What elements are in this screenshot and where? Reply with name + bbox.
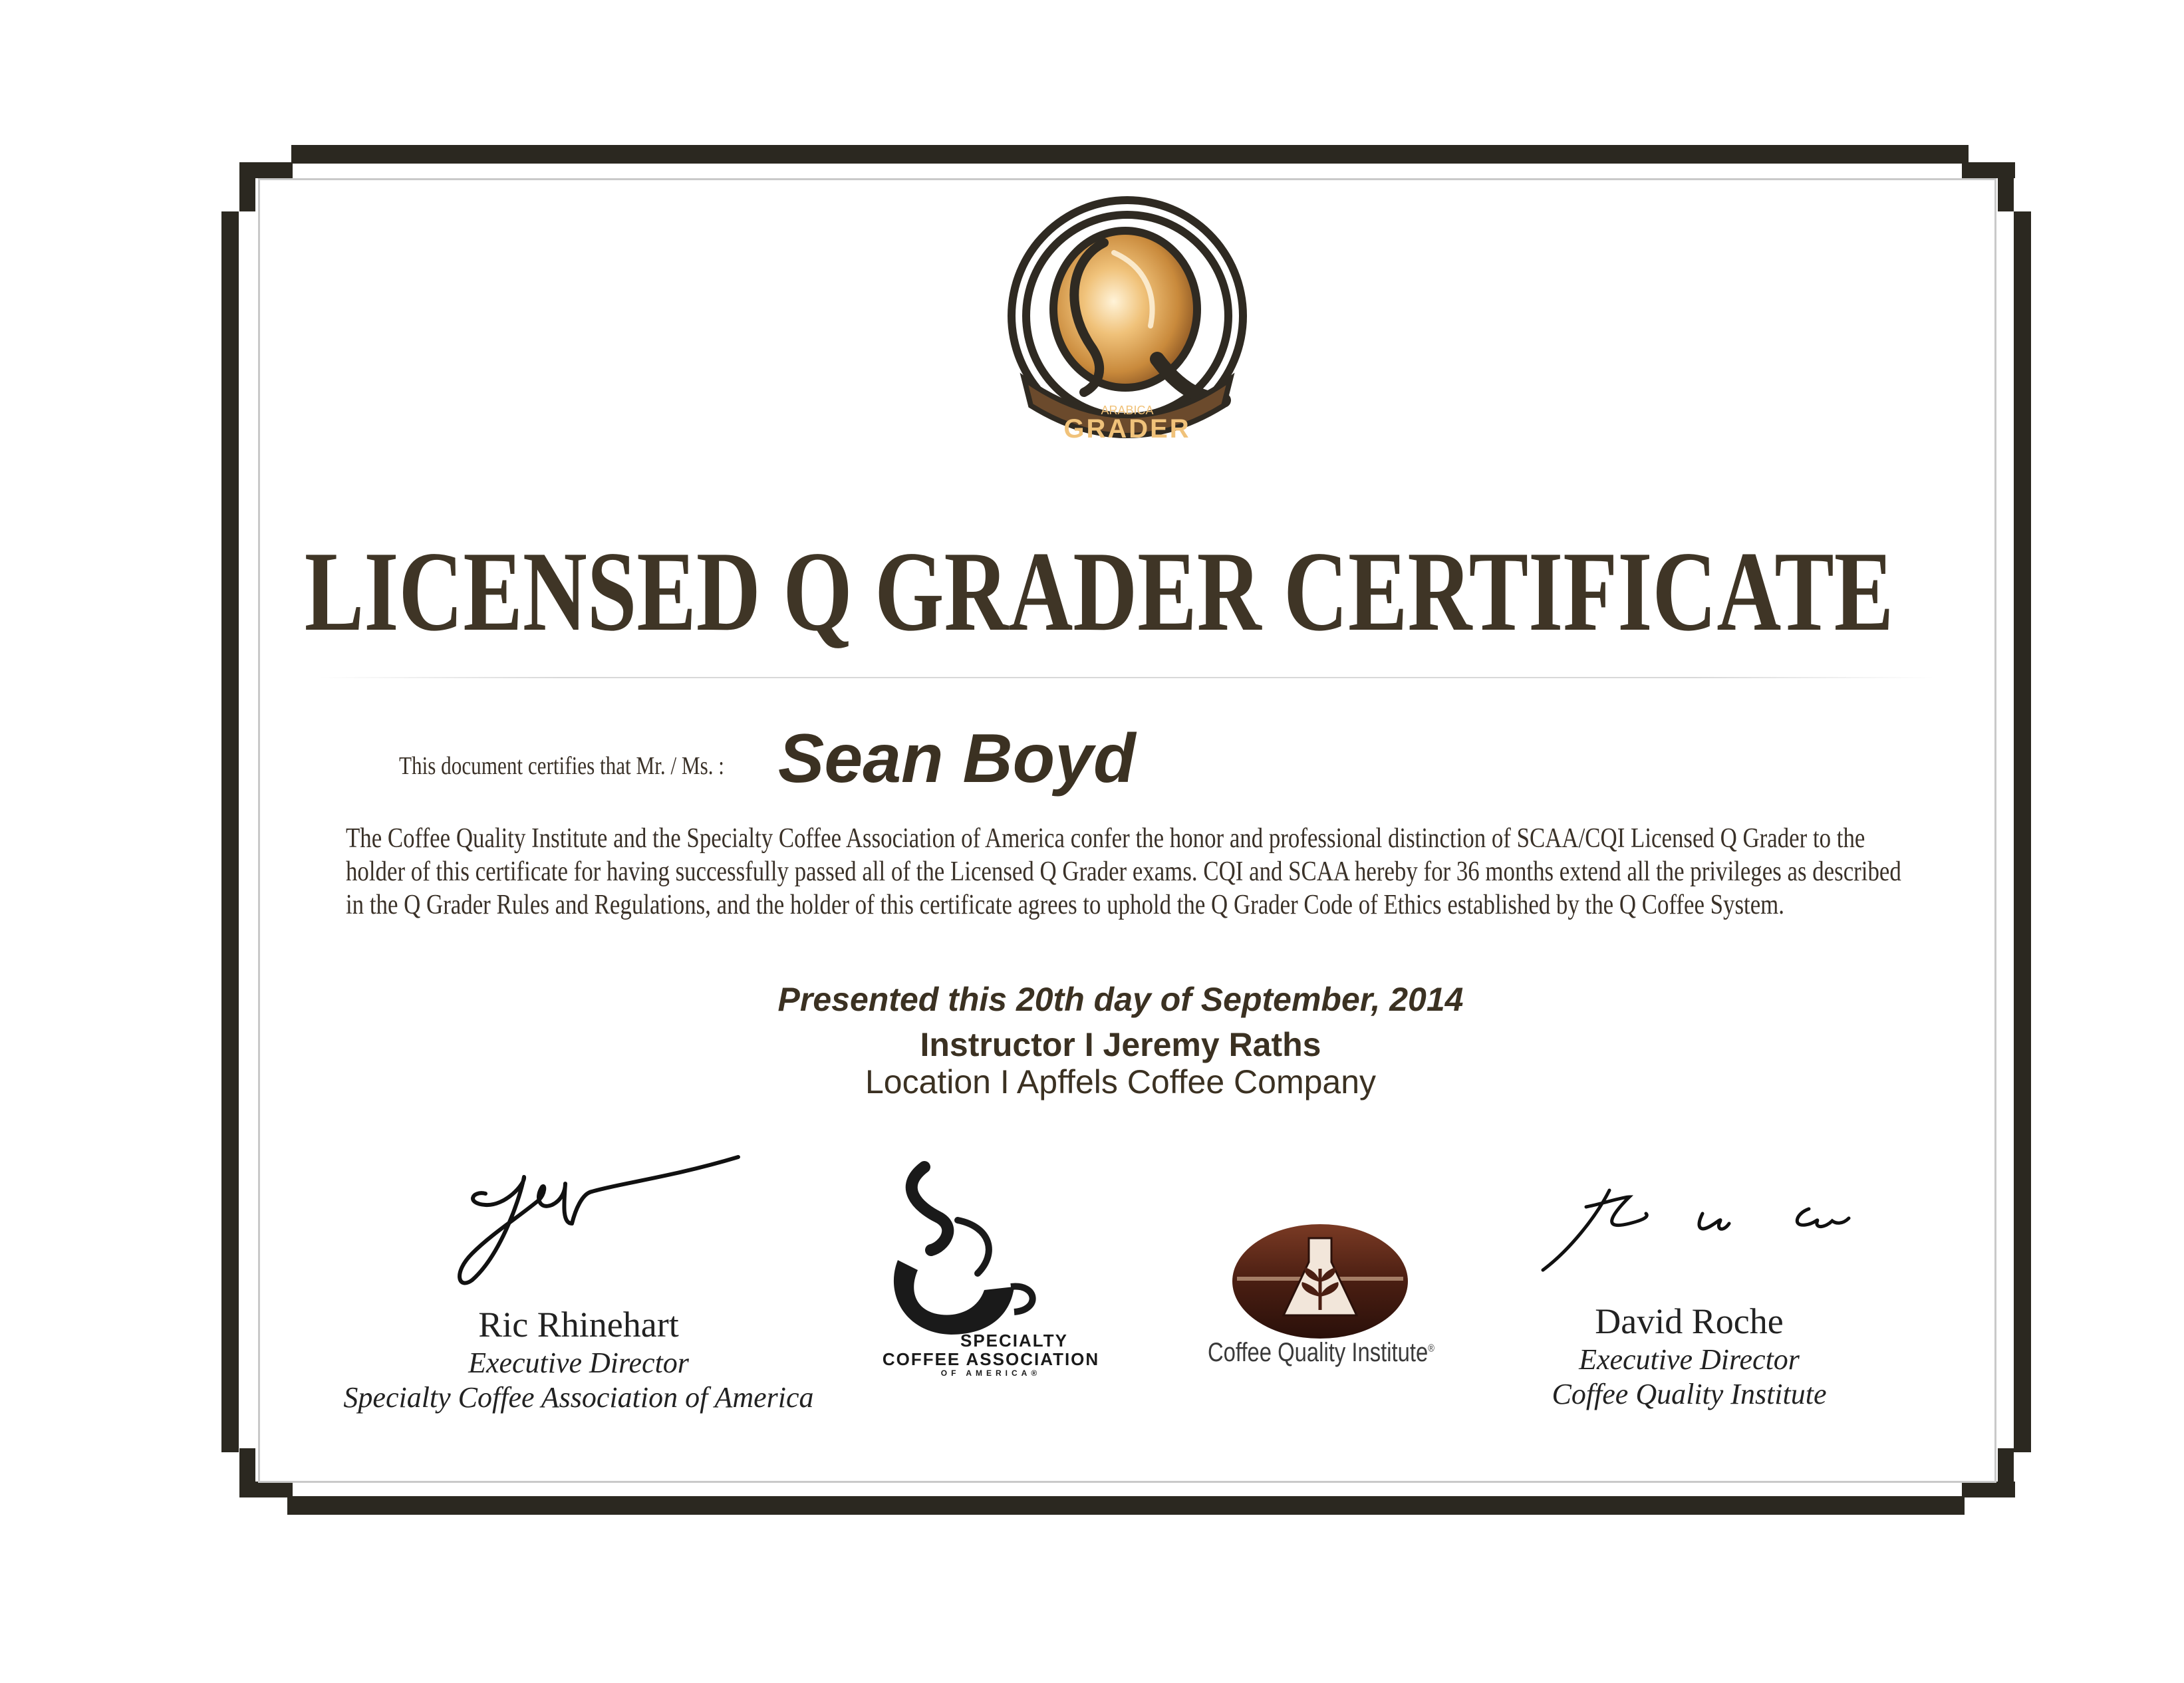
scaa-line-1: SPECIALTY <box>960 1331 1068 1351</box>
signatory-right-title: Executive Director <box>1579 1343 1800 1376</box>
certificate-title: LICENSED Q GRADER CERTIFICATE <box>304 529 1894 655</box>
signatory-left-organization: Specialty Coffee Association of America <box>343 1381 814 1414</box>
certificate-body <box>346 822 1901 922</box>
signatory-left <box>279 1303 878 1415</box>
frame-corner-bl-v <box>239 1448 255 1497</box>
body-line-3: in the Q Grader Rules and Regulations, and the holder of this certificate agrees to uphold the Q Grader Code of Ethics established by the Q Coffee System. <box>346 890 1785 920</box>
frame-right-bar <box>2014 211 2031 1452</box>
recipient-name: Sean Boyd <box>778 720 1136 797</box>
signature-david-roche-icon <box>1530 1177 1875 1283</box>
frame-corner-br-v <box>1998 1448 2014 1497</box>
signatory-right-name: David Roche <box>1595 1301 1784 1341</box>
cqi-registered-mark: ® <box>1428 1343 1434 1355</box>
logo-ring-text-bottom: GRADER <box>1063 414 1191 444</box>
scaa-line-3: OF AMERICA® <box>940 1368 1041 1378</box>
scaa-wordmark <box>878 1331 1104 1378</box>
signatory-right <box>1383 1300 1995 1412</box>
location-line: Location I Apffels Coffee Company <box>865 1063 1377 1100</box>
body-line-2: holder of this certificate for having successfully passed all of the Licensed Q Grader exams. CQI and SCAA hereby for 36 months extend all the privileges as described <box>346 856 1901 887</box>
body-line-1: The Coffee Quality Institute and the Specialty Coffee Association of America confer the honor and professional distinction of SCAA/CQI Licensed Q Grader to the <box>346 823 1865 854</box>
signatory-left-name: Ric Rhinehart <box>478 1305 679 1345</box>
signature-ric-rhinehart-icon <box>446 1130 745 1297</box>
scaa-line-2: COFFEE ASSOCIATION <box>882 1349 1100 1369</box>
cqi-label: Coffee Quality Institute <box>1208 1338 1429 1367</box>
title-divider <box>319 677 1935 678</box>
scaa-cup-logo-icon <box>878 1160 1104 1353</box>
presented-date: Presented this 20th day of September, 2014 <box>777 981 1464 1018</box>
frame-top-bar <box>291 145 1969 164</box>
q-grader-logo-icon <box>998 193 1257 459</box>
certifies-label: This document certifies that Mr. / Ms. : <box>399 752 724 780</box>
signatory-right-organization: Coffee Quality Institute <box>1552 1378 1827 1410</box>
frame-corner-tl-v <box>239 162 255 211</box>
instructor-line: Instructor I Jeremy Raths <box>920 1026 1321 1063</box>
frame-bottom-bar <box>287 1496 1965 1515</box>
signatory-left-title: Executive Director <box>468 1347 689 1379</box>
frame-left-bar <box>221 211 239 1452</box>
frame-corner-tr-v <box>1998 162 2014 211</box>
logo-ring-text-top: ARABICA <box>1101 404 1154 417</box>
